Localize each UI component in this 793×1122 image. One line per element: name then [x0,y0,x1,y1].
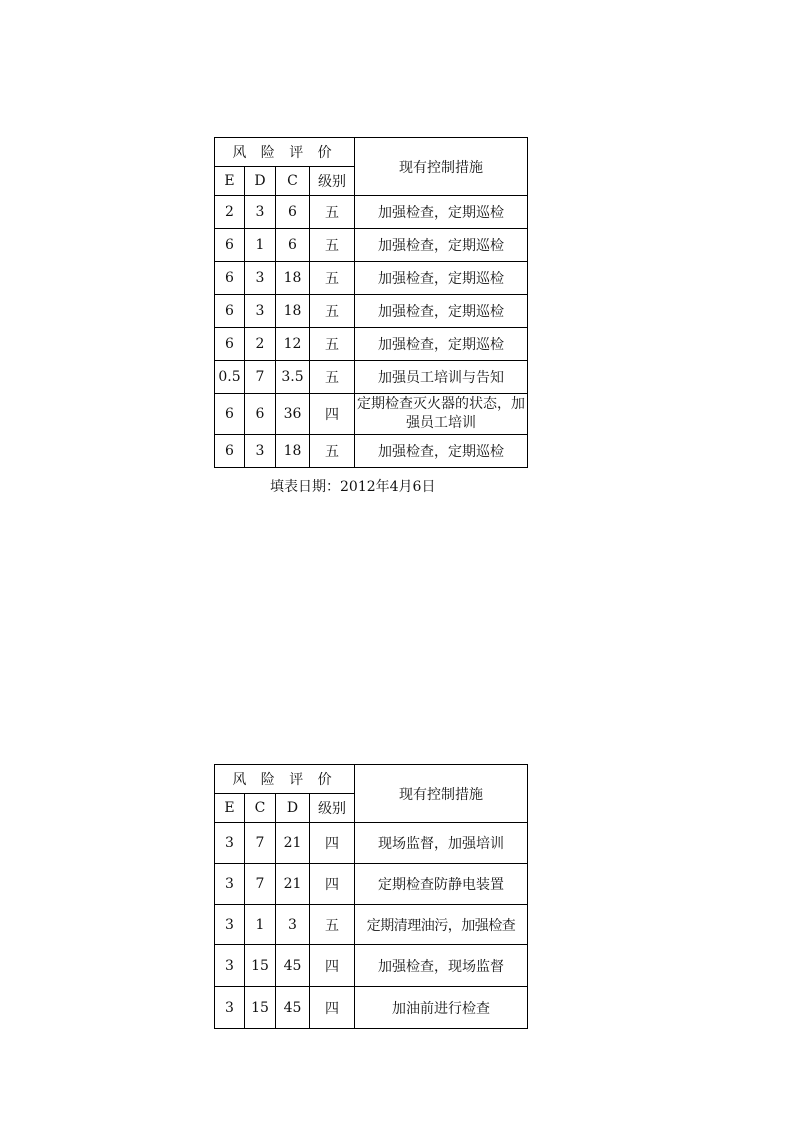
cell-d: 45 [276,987,310,1029]
risk-eval-header: 风 险 评 价 [215,138,355,167]
cell-level: 五 [310,262,355,295]
cell-c: 18 [276,262,310,295]
table-row [215,945,528,987]
cell-c: 15 [245,987,276,1029]
col-header-d: D [276,794,310,823]
cell-measures: 加强检查，定期巡检 [355,229,528,262]
cell-c: 6 [276,196,310,229]
col-header-e: E [215,794,245,823]
col-header-level: 级别 [310,794,355,823]
cell-e: 3 [215,905,245,945]
cell-d: 2 [245,328,276,361]
table-row [215,823,528,864]
cell-e: 3 [215,987,245,1029]
cell-c: 6 [276,229,310,262]
control-measures-header: 现有控制措施 [355,138,528,196]
col-header-e: E [215,167,245,196]
cell-c: 3.5 [276,361,310,394]
cell-e: 6 [215,394,245,435]
cell-d: 21 [276,823,310,864]
table-row [215,328,528,361]
cell-measures: 加强检查，定期巡检 [355,435,528,468]
cell-measures: 加强检查，定期巡检 [355,328,528,361]
cell-e: 6 [215,328,245,361]
cell-e: 6 [215,435,245,468]
cell-level: 五 [310,229,355,262]
cell-c: 15 [245,945,276,987]
cell-c: 18 [276,435,310,468]
cell-d: 3 [276,905,310,945]
cell-level: 四 [310,987,355,1029]
cell-d: 3 [245,295,276,328]
table-row [215,394,528,435]
risk-table-1 [214,137,528,468]
cell-d: 1 [245,229,276,262]
table-row [215,262,528,295]
cell-measures: 加强检查，定期巡检 [355,295,528,328]
fill-date: 填表日期：2012年4月6日 [270,479,436,495]
cell-measures: 定期检查灭火器的状态，加强员工培训 [355,394,528,435]
cell-d: 3 [245,196,276,229]
table-row [215,905,528,945]
cell-measures: 定期清理油污，加强检查 [355,905,528,945]
col-header-c: C [245,794,276,823]
table-row [215,295,528,328]
cell-e: 0.5 [215,361,245,394]
cell-level: 四 [310,945,355,987]
risk-eval-header: 风 险 评 价 [215,765,355,794]
cell-e: 6 [215,262,245,295]
cell-measures: 加强检查，现场监督 [355,945,528,987]
cell-d: 3 [245,435,276,468]
cell-d: 21 [276,864,310,905]
cell-level: 五 [310,328,355,361]
table-row [215,229,528,262]
cell-e: 3 [215,823,245,864]
cell-d: 45 [276,945,310,987]
cell-level: 五 [310,435,355,468]
cell-measures: 加强检查，定期巡检 [355,196,528,229]
table-row [215,864,528,905]
cell-measures: 加油前进行检查 [355,987,528,1029]
col-header-c: C [276,167,310,196]
cell-c: 18 [276,295,310,328]
cell-level: 五 [310,295,355,328]
cell-e: 3 [215,945,245,987]
cell-e: 2 [215,196,245,229]
table-row [215,987,528,1029]
table-row [215,196,528,229]
col-header-level: 级别 [310,167,355,196]
table-row [215,435,528,468]
cell-level: 四 [310,394,355,435]
cell-level: 四 [310,864,355,905]
cell-measures: 现场监督，加强培训 [355,823,528,864]
cell-e: 6 [215,229,245,262]
col-header-d: D [245,167,276,196]
cell-e: 6 [215,295,245,328]
cell-measures: 加强检查，定期巡检 [355,262,528,295]
table-row [215,361,528,394]
cell-c: 12 [276,328,310,361]
cell-level: 五 [310,905,355,945]
cell-c: 36 [276,394,310,435]
cell-level: 五 [310,196,355,229]
risk-table-2 [214,764,528,1029]
cell-d: 6 [245,394,276,435]
cell-c: 1 [245,905,276,945]
cell-level: 五 [310,361,355,394]
cell-d: 7 [245,361,276,394]
cell-d: 3 [245,262,276,295]
cell-level: 四 [310,823,355,864]
control-measures-header: 现有控制措施 [355,765,528,823]
cell-c: 7 [245,823,276,864]
cell-e: 3 [215,864,245,905]
cell-measures: 加强员工培训与告知 [355,361,528,394]
cell-c: 7 [245,864,276,905]
cell-measures: 定期检查防静电装置 [355,864,528,905]
